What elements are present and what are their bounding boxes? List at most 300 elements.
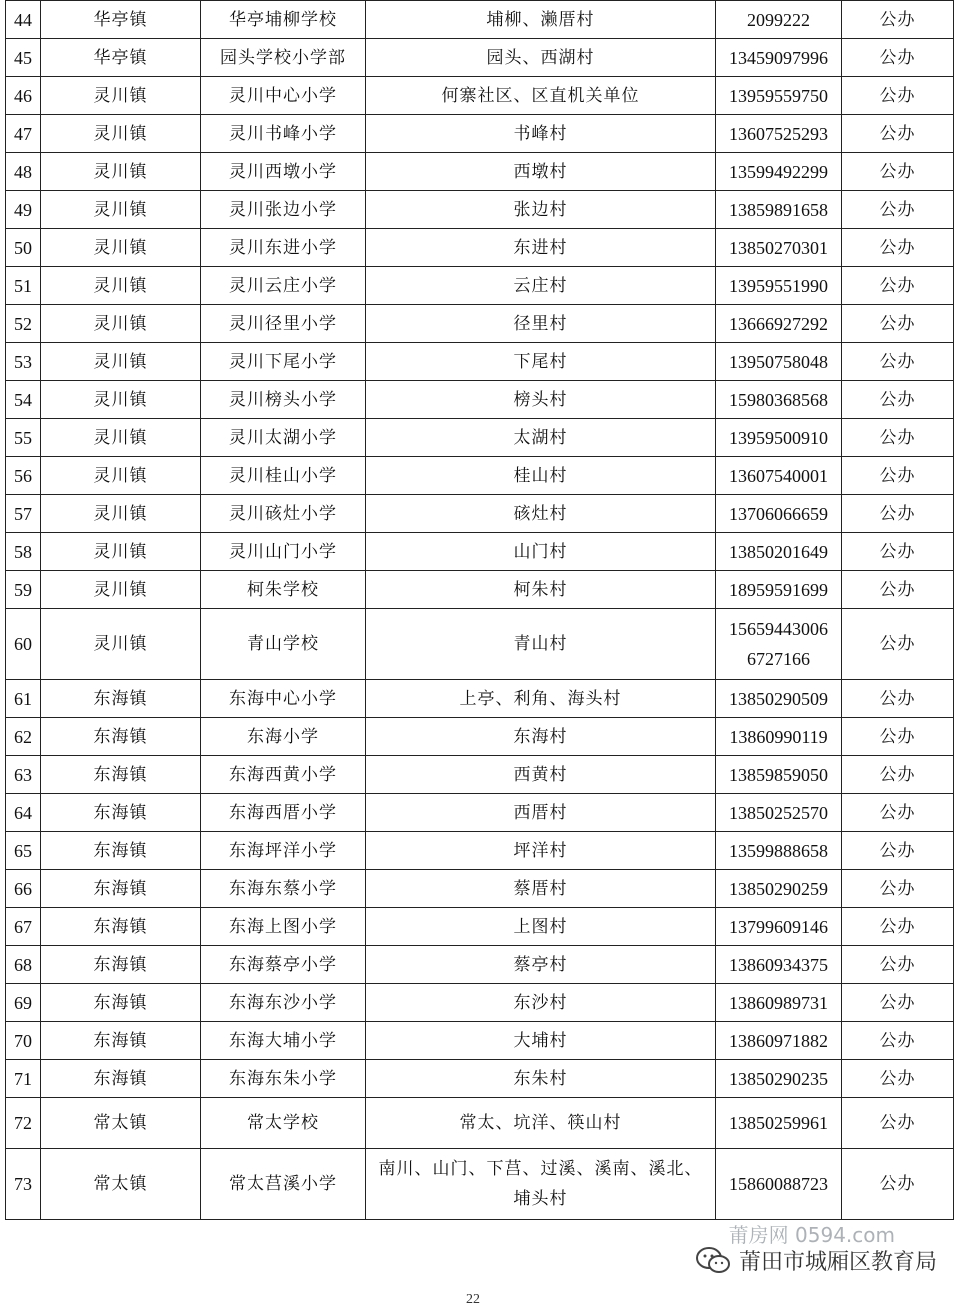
phone-cell-text: 13950758048 — [729, 351, 828, 372]
type-cell — [842, 115, 954, 153]
school-cell-text: 东海东沙小学 — [229, 992, 337, 1013]
phone-cell — [716, 946, 842, 984]
town-cell-text: 常太镇 — [93, 1174, 148, 1194]
school-cell — [201, 571, 366, 609]
row-number — [6, 609, 41, 680]
phone-cell-text: 13850259961 — [729, 1113, 828, 1133]
type-cell-text: 公办 — [879, 1174, 916, 1194]
phone-cell — [716, 115, 842, 153]
area-cell-text: 西厝村 — [513, 802, 568, 823]
school-cell-text: 东海蔡亭小学 — [229, 954, 337, 975]
row-number-text: 65 — [14, 840, 32, 861]
type-cell-text: 公办 — [879, 1030, 916, 1051]
school-cell-text: 华亭埔柳学校 — [229, 9, 337, 30]
town-cell — [41, 870, 201, 908]
school-cell-text: 灵川书峰小学 — [229, 123, 337, 144]
phone-cell-text: 15860088723 — [729, 1174, 828, 1194]
school-cell — [201, 1060, 366, 1098]
school-cell-text: 灵川中心小学 — [229, 85, 337, 106]
area-cell-text: 上亭、利角、海头村 — [459, 688, 622, 709]
row-number — [6, 832, 41, 870]
area-cell — [366, 153, 716, 191]
area-cell — [366, 680, 716, 718]
account-name: 莆田市城厢区教育局 — [738, 1250, 937, 1275]
area-cell-text: 南川、山门、下莒、过溪、溪南、溪北、 — [378, 1159, 703, 1179]
type-cell — [842, 77, 954, 115]
phone-cell — [716, 680, 842, 718]
row-number — [6, 343, 41, 381]
row-number-text: 73 — [14, 1174, 32, 1194]
area-cell-text: 张边村 — [513, 199, 568, 220]
type-cell — [842, 984, 954, 1022]
school-cell — [201, 984, 366, 1022]
row-number-text: 50 — [14, 237, 32, 258]
row-number — [6, 1022, 41, 1060]
school-cell-text: 东海小学 — [247, 726, 319, 747]
type-cell-text: 公办 — [879, 992, 916, 1013]
row-number — [6, 1060, 41, 1098]
school-cell — [201, 229, 366, 267]
row-number — [6, 794, 41, 832]
school-cell — [201, 1098, 366, 1149]
area-cell — [366, 533, 716, 571]
row-number-text: 48 — [14, 161, 32, 182]
table-row — [6, 908, 954, 946]
area-cell-text: 下尾村 — [513, 351, 568, 372]
row-number-text: 57 — [14, 503, 32, 524]
town-cell — [41, 571, 201, 609]
type-cell-text: 公办 — [879, 916, 916, 937]
phone-cell — [716, 718, 842, 756]
area-cell — [366, 1149, 716, 1220]
area-cell-text: 园头、西湖村 — [486, 47, 595, 68]
type-cell-text: 公办 — [879, 541, 916, 562]
town-cell-text: 灵川镇 — [93, 161, 148, 182]
area-cell-text: 青山村 — [513, 634, 568, 654]
phone-cell — [716, 984, 842, 1022]
area-cell-text: 径里村 — [513, 313, 568, 334]
phone-cell — [716, 153, 842, 191]
school-cell-text: 灵川张边小学 — [229, 199, 337, 220]
type-cell-text: 公办 — [879, 237, 916, 258]
town-cell — [41, 267, 201, 305]
school-cell-text: 东海中心小学 — [229, 688, 337, 709]
row-number-text: 44 — [14, 9, 32, 30]
phone-cell — [716, 1098, 842, 1149]
type-cell-text: 公办 — [879, 503, 916, 524]
school-cell — [201, 680, 366, 718]
town-cell-text: 东海镇 — [93, 916, 148, 937]
town-cell — [41, 832, 201, 870]
row-number — [6, 908, 41, 946]
table-row — [6, 77, 954, 115]
area-cell-text: 云庄村 — [513, 275, 568, 296]
school-cell-text: 常太学校 — [247, 1113, 319, 1133]
phone-cell-text: 13959500910 — [729, 427, 828, 448]
town-cell-text: 东海镇 — [93, 764, 148, 785]
school-cell — [201, 457, 366, 495]
town-cell-text: 灵川镇 — [93, 351, 148, 372]
type-cell-text: 公办 — [879, 840, 916, 861]
account-watermark — [695, 1245, 937, 1276]
area-cell — [366, 457, 716, 495]
area-cell-text: 榜头村 — [513, 389, 568, 410]
row-number-text: 51 — [14, 275, 32, 296]
school-cell-text: 灵川山门小学 — [229, 541, 337, 562]
type-cell — [842, 267, 954, 305]
type-cell — [842, 305, 954, 343]
row-number — [6, 946, 41, 984]
area-cell — [366, 1022, 716, 1060]
phone-cell-text: 13599888658 — [729, 840, 828, 861]
phone-cell — [716, 1, 842, 39]
school-cell — [201, 533, 366, 571]
area-cell — [366, 946, 716, 984]
row-number-text: 71 — [14, 1068, 32, 1089]
school-district-table — [5, 0, 954, 1220]
table-body — [6, 1, 954, 1220]
type-cell-text: 公办 — [879, 199, 916, 220]
town-cell-text: 东海镇 — [93, 1030, 148, 1051]
area-cell-text: 何寨社区、区直机关单位 — [441, 85, 640, 106]
type-cell — [842, 457, 954, 495]
type-cell-text: 公办 — [879, 878, 916, 899]
town-cell-text: 常太镇 — [93, 1113, 148, 1133]
school-cell — [201, 756, 366, 794]
town-cell — [41, 419, 201, 457]
table-row — [6, 305, 954, 343]
town-cell — [41, 191, 201, 229]
row-number-text: 66 — [14, 878, 32, 899]
school-cell-text: 灵川西墩小学 — [229, 161, 337, 182]
row-number-text: 62 — [14, 726, 32, 747]
area-cell-text: 坪洋村 — [513, 840, 568, 861]
phone-cell-text: 13860934375 — [729, 954, 828, 975]
table-row — [6, 343, 954, 381]
area-cell-text: 书峰村 — [513, 123, 568, 144]
phone-cell-text: 13860990119 — [729, 726, 828, 747]
town-cell — [41, 305, 201, 343]
school-cell-text: 灵川下尾小学 — [229, 351, 337, 372]
town-cell-text: 东海镇 — [93, 726, 148, 747]
row-number — [6, 870, 41, 908]
phone-cell-text: 13850201649 — [729, 541, 828, 562]
row-number — [6, 1098, 41, 1149]
table-row — [6, 115, 954, 153]
town-cell-text: 华亭镇 — [93, 9, 148, 30]
wechat-icon — [695, 1246, 731, 1276]
area-cell-text: 东沙村 — [513, 992, 568, 1013]
row-number — [6, 153, 41, 191]
phone-cell — [716, 1022, 842, 1060]
type-cell-text: 公办 — [879, 427, 916, 448]
phone-cell-text: 13959551990 — [729, 275, 828, 296]
town-cell — [41, 115, 201, 153]
school-cell — [201, 191, 366, 229]
type-cell — [842, 1, 954, 39]
town-cell — [41, 794, 201, 832]
area-cell-text: 蔡亭村 — [513, 954, 568, 975]
area-cell — [366, 609, 716, 680]
area-cell — [366, 305, 716, 343]
school-cell-text: 灵川榜头小学 — [229, 389, 337, 410]
row-number — [6, 419, 41, 457]
table-row — [6, 609, 954, 680]
type-cell-text: 公办 — [879, 1068, 916, 1089]
row-number-text: 61 — [14, 688, 32, 709]
row-number — [6, 267, 41, 305]
table-row — [6, 229, 954, 267]
row-number-text: 69 — [14, 992, 32, 1013]
town-cell — [41, 946, 201, 984]
area-cell — [366, 191, 716, 229]
town-cell — [41, 756, 201, 794]
town-cell-text: 灵川镇 — [93, 503, 148, 524]
town-cell-text: 灵川镇 — [93, 465, 148, 486]
town-cell — [41, 77, 201, 115]
table-row — [6, 1098, 954, 1149]
type-cell — [842, 1060, 954, 1098]
town-cell-text: 灵川镇 — [93, 123, 148, 144]
table-row — [6, 381, 954, 419]
type-cell — [842, 794, 954, 832]
row-number-text: 47 — [14, 123, 32, 144]
town-cell — [41, 39, 201, 77]
school-cell-text: 东海东蔡小学 — [229, 878, 337, 899]
area-cell — [366, 571, 716, 609]
area-cell-text: 桂山村 — [513, 465, 568, 486]
school-cell-text: 青山学校 — [247, 634, 319, 654]
row-number-text: 49 — [14, 199, 32, 220]
area-cell — [366, 115, 716, 153]
type-cell-text: 公办 — [879, 389, 916, 410]
town-cell-text: 东海镇 — [93, 802, 148, 823]
row-number-text: 53 — [14, 351, 32, 372]
type-cell — [842, 908, 954, 946]
school-cell — [201, 153, 366, 191]
phone-cell-text: 13459097996 — [729, 47, 828, 68]
table-row — [6, 533, 954, 571]
phone-cell — [716, 794, 842, 832]
table-row — [6, 267, 954, 305]
school-cell-text: 东海坪洋小学 — [229, 840, 337, 861]
town-cell — [41, 153, 201, 191]
table-row — [6, 571, 954, 609]
type-cell-text: 公办 — [879, 465, 916, 486]
town-cell — [41, 343, 201, 381]
area-cell — [366, 1098, 716, 1149]
town-cell-text: 灵川镇 — [93, 85, 148, 106]
town-cell-text: 灵川镇 — [93, 199, 148, 220]
phone-cell — [716, 77, 842, 115]
type-cell — [842, 1022, 954, 1060]
row-number-text: 68 — [14, 954, 32, 975]
phone-cell — [716, 1060, 842, 1098]
type-cell — [842, 533, 954, 571]
row-number-text: 45 — [14, 47, 32, 68]
area-cell-text: 山门村 — [513, 541, 568, 562]
town-cell-text: 灵川镇 — [93, 634, 148, 654]
area-cell-text: 硋灶村 — [513, 503, 568, 524]
town-cell-text: 东海镇 — [93, 688, 148, 709]
type-cell-text: 公办 — [879, 123, 916, 144]
town-cell-text: 东海镇 — [93, 840, 148, 861]
area-cell-text: 上图村 — [513, 916, 568, 937]
page-number: 22 — [466, 1292, 480, 1307]
type-cell-text: 公办 — [879, 275, 916, 296]
row-number — [6, 115, 41, 153]
phone-cell — [716, 191, 842, 229]
row-number — [6, 1149, 41, 1220]
phone-cell-text: 13850270301 — [729, 237, 828, 258]
town-cell — [41, 718, 201, 756]
area-cell — [366, 908, 716, 946]
area-cell-text: 埔柳、濑厝村 — [486, 9, 595, 30]
area-cell — [366, 381, 716, 419]
row-number — [6, 39, 41, 77]
table-row — [6, 984, 954, 1022]
area-cell — [366, 267, 716, 305]
area-cell — [366, 870, 716, 908]
row-number-text: 63 — [14, 764, 32, 785]
town-cell — [41, 229, 201, 267]
table-row — [6, 946, 954, 984]
area-cell-text: 大埔村 — [513, 1030, 568, 1051]
type-cell-text: 公办 — [879, 579, 916, 600]
phone-cell-text: 13706066659 — [729, 503, 828, 524]
school-cell — [201, 381, 366, 419]
phone-cell — [716, 495, 842, 533]
town-cell-text: 灵川镇 — [93, 275, 148, 296]
phone-cell — [716, 609, 842, 680]
phone-cell-text: 18959591699 — [729, 579, 828, 600]
town-cell-text: 华亭镇 — [93, 47, 148, 68]
row-number — [6, 984, 41, 1022]
row-number-text: 70 — [14, 1030, 32, 1051]
school-cell-text: 东海东朱小学 — [229, 1068, 337, 1089]
town-cell-text: 灵川镇 — [93, 541, 148, 562]
row-number-text: 59 — [14, 579, 32, 600]
phone-cell-text: 13850290235 — [729, 1068, 828, 1089]
phone-cell-text: 13859891658 — [729, 199, 828, 220]
type-cell — [842, 1149, 954, 1220]
type-cell-text: 公办 — [879, 9, 916, 30]
phone-cell-secondary-text: 6727166 — [747, 649, 810, 669]
phone-cell — [716, 832, 842, 870]
row-number-text: 55 — [14, 427, 32, 448]
phone-cell — [716, 457, 842, 495]
type-cell-text: 公办 — [879, 313, 916, 334]
school-cell-text: 柯朱学校 — [247, 579, 319, 600]
type-cell — [842, 609, 954, 680]
row-number — [6, 571, 41, 609]
phone-cell — [716, 267, 842, 305]
row-number — [6, 756, 41, 794]
table-row — [6, 153, 954, 191]
type-cell-text: 公办 — [879, 764, 916, 785]
row-number-text: 46 — [14, 85, 32, 106]
table-row — [6, 756, 954, 794]
type-cell — [842, 229, 954, 267]
school-cell — [201, 39, 366, 77]
type-cell-text: 公办 — [879, 1113, 916, 1133]
phone-cell-text: 15980368568 — [729, 389, 828, 410]
school-cell-text: 东海西厝小学 — [229, 802, 337, 823]
phone-cell — [716, 870, 842, 908]
row-number — [6, 191, 41, 229]
row-number — [6, 718, 41, 756]
table-row — [6, 832, 954, 870]
area-cell — [366, 77, 716, 115]
school-cell — [201, 794, 366, 832]
school-cell — [201, 77, 366, 115]
table-row — [6, 1, 954, 39]
phone-cell-text: 13607540001 — [729, 465, 828, 486]
town-cell — [41, 1, 201, 39]
phone-cell — [716, 908, 842, 946]
school-cell — [201, 946, 366, 984]
town-cell-text: 灵川镇 — [93, 389, 148, 410]
phone-cell — [716, 1149, 842, 1220]
table-row — [6, 680, 954, 718]
phone-cell-text: 13850290259 — [729, 878, 828, 899]
school-cell — [201, 343, 366, 381]
phone-cell — [716, 533, 842, 571]
type-cell — [842, 870, 954, 908]
school-cell — [201, 305, 366, 343]
row-number-text: 64 — [14, 802, 32, 823]
phone-cell-text: 15659443006 — [729, 619, 828, 639]
town-cell — [41, 495, 201, 533]
phone-cell-text: 13799609146 — [729, 916, 828, 937]
town-cell — [41, 457, 201, 495]
type-cell-text: 公办 — [879, 726, 916, 747]
school-cell — [201, 609, 366, 680]
phone-cell — [716, 756, 842, 794]
row-number — [6, 533, 41, 571]
type-cell — [842, 495, 954, 533]
type-cell-text: 公办 — [879, 634, 916, 654]
school-cell — [201, 718, 366, 756]
row-number — [6, 680, 41, 718]
type-cell-text: 公办 — [879, 802, 916, 823]
town-cell — [41, 1098, 201, 1149]
type-cell — [842, 571, 954, 609]
type-cell — [842, 946, 954, 984]
area-cell — [366, 495, 716, 533]
type-cell — [842, 39, 954, 77]
type-cell — [842, 832, 954, 870]
town-cell — [41, 609, 201, 680]
row-number — [6, 1, 41, 39]
area-cell — [366, 343, 716, 381]
row-number-text: 54 — [14, 389, 32, 410]
town-cell — [41, 381, 201, 419]
school-cell-text: 园头学校小学部 — [220, 47, 346, 68]
phone-cell — [716, 381, 842, 419]
town-cell — [41, 680, 201, 718]
type-cell — [842, 718, 954, 756]
area-cell-text: 太湖村 — [513, 427, 568, 448]
town-cell-text: 灵川镇 — [93, 313, 148, 334]
phone-cell-text: 13599492299 — [729, 161, 828, 182]
row-number — [6, 381, 41, 419]
site-watermark: 莆房网 0594.com — [728, 1223, 895, 1247]
school-cell-text: 灵川云庄小学 — [229, 275, 337, 296]
type-cell — [842, 419, 954, 457]
row-number-text: 58 — [14, 541, 32, 562]
town-cell — [41, 908, 201, 946]
